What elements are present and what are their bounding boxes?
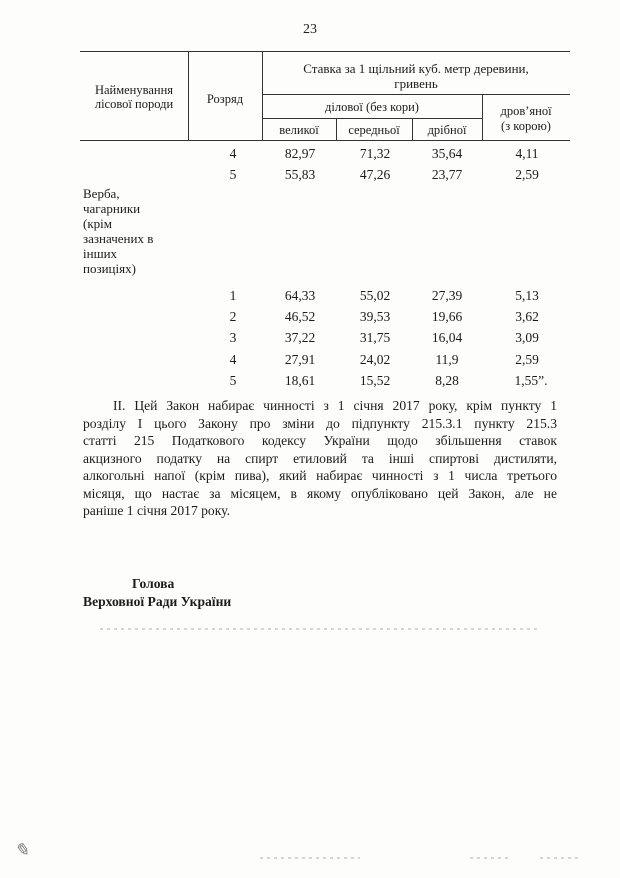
handwritten-mark-icon: ✎ (14, 840, 30, 860)
large-cell: 64,33 (284, 288, 316, 303)
small-cell: 27,39 (431, 288, 463, 303)
paragraph-line: акцизного податку на спирт етиловий та інші спиртові дистиляти, (83, 450, 557, 466)
business-subheader-line (262, 118, 482, 119)
scan-artifact-line (260, 857, 360, 859)
medium-cell: 55,02 (359, 288, 391, 303)
header-business: ділової (без кори) (325, 100, 419, 114)
header-firewood-line-2: (з корою) (501, 119, 551, 133)
header-species (80, 83, 188, 111)
rank-cell: 2 (229, 309, 237, 324)
species-name-line-2: чагарники (83, 201, 141, 216)
header-firewood-line-1: дров’яної (500, 104, 552, 118)
firewood-cell: 2,59 (515, 167, 539, 182)
species-name-line-3: (крім (83, 216, 112, 231)
scan-artifact-line (100, 628, 540, 630)
header-rate-line-2: гривень (394, 76, 438, 91)
paragraph-line: II. Цей Закон набирає чинності з 1 січня 2017 року, крім пункту 1 (113, 398, 557, 413)
medium-cell: 31,75 (359, 330, 391, 345)
paragraph-line: розділу I цього Закону про зміни до підпункту 215.3.1 пункту 215.3 (83, 415, 557, 431)
medium-cell: 71,32 (359, 146, 391, 161)
header-rate (262, 61, 570, 91)
species-name (83, 186, 193, 276)
large-cell: 82,97 (284, 146, 316, 161)
table-header-bottom-border (80, 140, 570, 141)
header-rate-line-1: Ставка за 1 щільний куб. метр деревини, (303, 61, 529, 76)
large-cell: 27,91 (284, 352, 316, 367)
medium-cell: 39,53 (359, 309, 391, 324)
firewood-cell: 1,55”. (514, 373, 548, 388)
table-top-border (80, 51, 570, 52)
firewood-cell: 5,13 (515, 288, 539, 303)
rank-cell: 4 (229, 146, 237, 161)
firewood-cell: 4,11 (515, 146, 539, 161)
header-species-line-2: лісової породи (94, 97, 174, 111)
species-name-line-5: інших (83, 246, 118, 261)
page-number: 23 (303, 22, 317, 37)
scan-artifact-line (540, 857, 580, 859)
rank-cell: 3 (229, 330, 237, 345)
signature-body: Верховної Ради України (83, 594, 232, 609)
firewood-cell: 3,09 (515, 330, 539, 345)
scan-artifact-line (470, 857, 510, 859)
header-species-line-1: Найменування (94, 83, 174, 97)
closing-provisions-paragraph (83, 397, 557, 520)
small-cell: 8,28 (435, 373, 459, 388)
paragraph-line: статті 215 Податкового кодексу України щодо збільшення ставок (83, 433, 557, 448)
large-cell: 18,61 (284, 373, 316, 388)
species-name-line-4: зазначених в (83, 231, 154, 246)
rank-cell: 1 (229, 288, 237, 303)
small-cell: 35,64 (431, 146, 463, 161)
header-firewood (482, 104, 570, 134)
paragraph-line: алкогольні напої (крім пива), який набирає чинності з 1 числа третього (83, 468, 557, 483)
paragraph-line: місяця, що настає за місяцем, в якому опубліковано цей Закон, але не (83, 485, 557, 501)
small-cell: 16,04 (431, 330, 463, 345)
header-large: великої (279, 123, 319, 137)
small-cell: 23,77 (431, 167, 463, 182)
rank-cell: 4 (229, 352, 237, 367)
rank-cell: 5 (229, 167, 237, 182)
medium-cell: 24,02 (359, 352, 391, 367)
header-rank: Розряд (206, 92, 244, 106)
firewood-cell: 2,59 (515, 352, 539, 367)
large-cell: 55,83 (284, 167, 316, 182)
header-medium: середньої (348, 123, 400, 137)
medium-cell: 47,26 (359, 167, 391, 182)
signature-title: Голова (132, 576, 175, 591)
small-cell: 19,66 (431, 309, 463, 324)
small-cell: 11,9 (435, 352, 459, 367)
species-name-line-1: Верба, (83, 186, 120, 201)
rank-cell: 5 (229, 373, 237, 388)
rate-subheader-line (262, 94, 570, 95)
large-cell: 46,52 (284, 309, 316, 324)
firewood-cell: 3,62 (515, 309, 539, 324)
header-small: дрібної (427, 123, 467, 137)
species-name-line-6: позиціях) (83, 261, 136, 276)
large-cell: 37,22 (284, 330, 316, 345)
paragraph-line: раніше 1 січня 2017 року. (83, 503, 230, 518)
medium-cell: 15,52 (359, 373, 391, 388)
